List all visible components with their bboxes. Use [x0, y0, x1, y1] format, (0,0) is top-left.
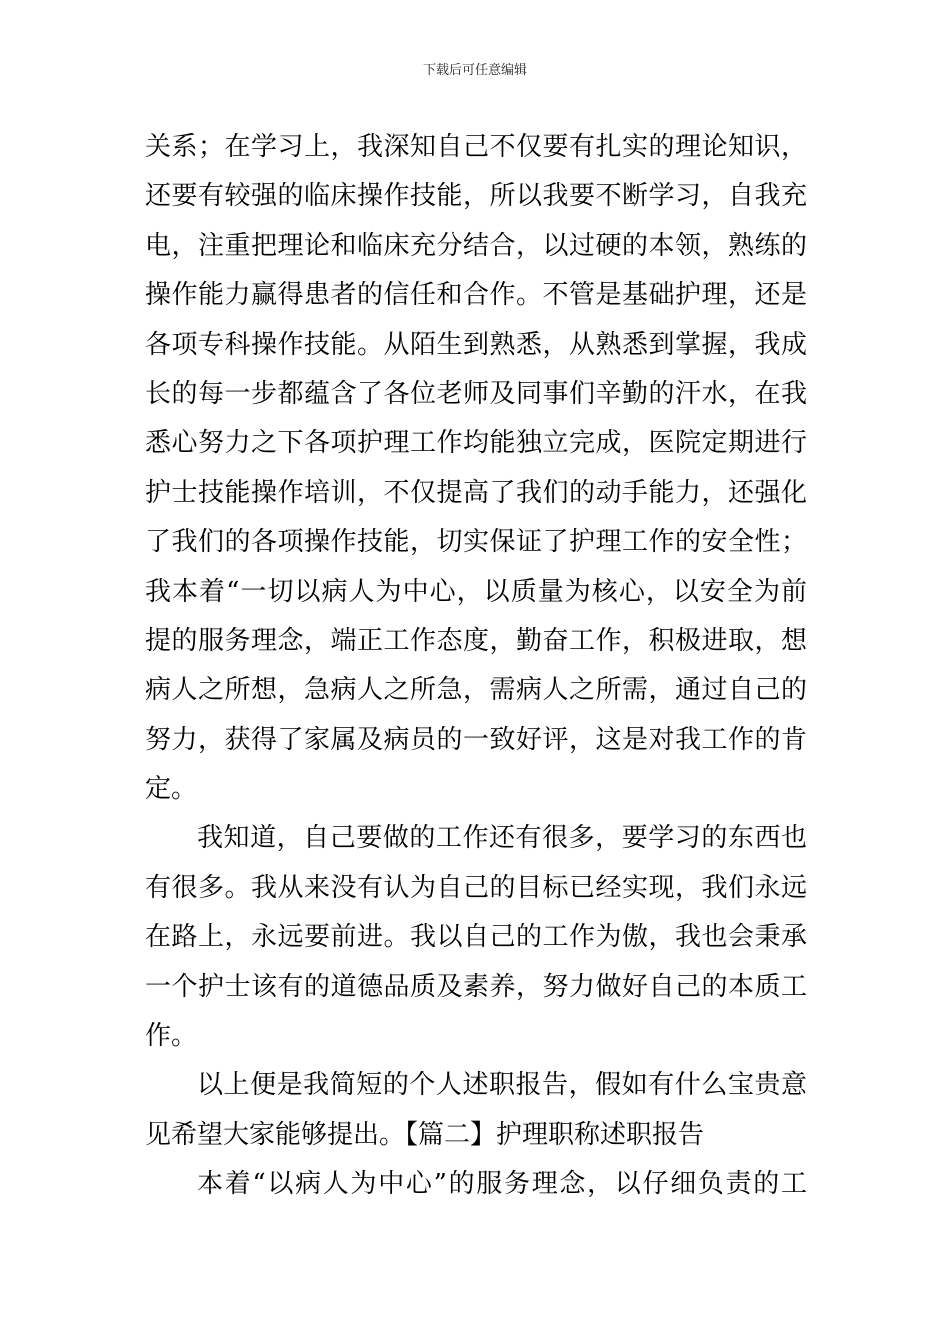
text-line: 病人之所想，急病人之所急，需病人之所需，通过自己的	[145, 675, 807, 706]
text-line: 见希望大家能够提出。【篇二】护理职称述职报告	[145, 1119, 705, 1150]
text-line: 本着“以病人为中心”的服务理念，以仔细负责的工	[197, 1169, 807, 1200]
text-line: 还要有较强的临床操作技能，所以我要不断学习，自我充	[145, 181, 807, 212]
text-line: 在路上，永远要前进。我以自己的工作为傲，我也会秉承	[145, 922, 807, 953]
text-line: 我知道，自己要做的工作还有很多，要学习的东西也	[197, 823, 807, 854]
page-header: 下载后可任意编辑	[422, 63, 527, 78]
text-line: 作。	[145, 1021, 198, 1052]
text-line: 长的每一步都蕴含了各位老师及同事们辛勤的汗水，在我	[145, 378, 807, 409]
text-line: 提的服务理念，端正工作态度，勤奋工作，积极进取，想	[145, 625, 807, 656]
text-line: 一个护士该有的道德品质及素养，努力做好自己的本质工	[145, 971, 807, 1002]
text-line: 我本着“一切以病人为中心，以质量为核心，以安全为前	[145, 576, 807, 607]
text-line: 了我们的各项操作技能，切实保证了护理工作的安全性；	[145, 527, 807, 558]
text-line: 各项专科操作技能。从陌生到熟悉，从熟悉到掌握，我成	[145, 329, 807, 360]
text-line: 定。	[145, 774, 198, 805]
text-line: 护士技能操作培训，不仅提高了我们的动手能力，还强化	[145, 477, 807, 508]
text-line: 有很多。我从来没有认为自己的目标已经实现，我们永远	[145, 872, 807, 903]
text-line: 电，注重把理论和临床充分结合，以过硬的本领，熟练的	[145, 230, 807, 261]
text-line: 努力，获得了家属及病员的一致好评，这是对我工作的肯	[145, 724, 807, 755]
text-line: 悉心努力之下各项护理工作均能独立完成，医院定期进行	[145, 428, 807, 459]
text-line: 以上便是我简短的个人述职报告，假如有什么宝贵意	[197, 1070, 807, 1101]
document-body	[145, 123, 807, 1210]
text-line: 关系；在学习上，我深知自己不仅要有扎实的理论知识，	[145, 132, 807, 162]
text-line: 操作能力赢得患者的信任和合作。不管是基础护理，还是	[145, 280, 807, 311]
